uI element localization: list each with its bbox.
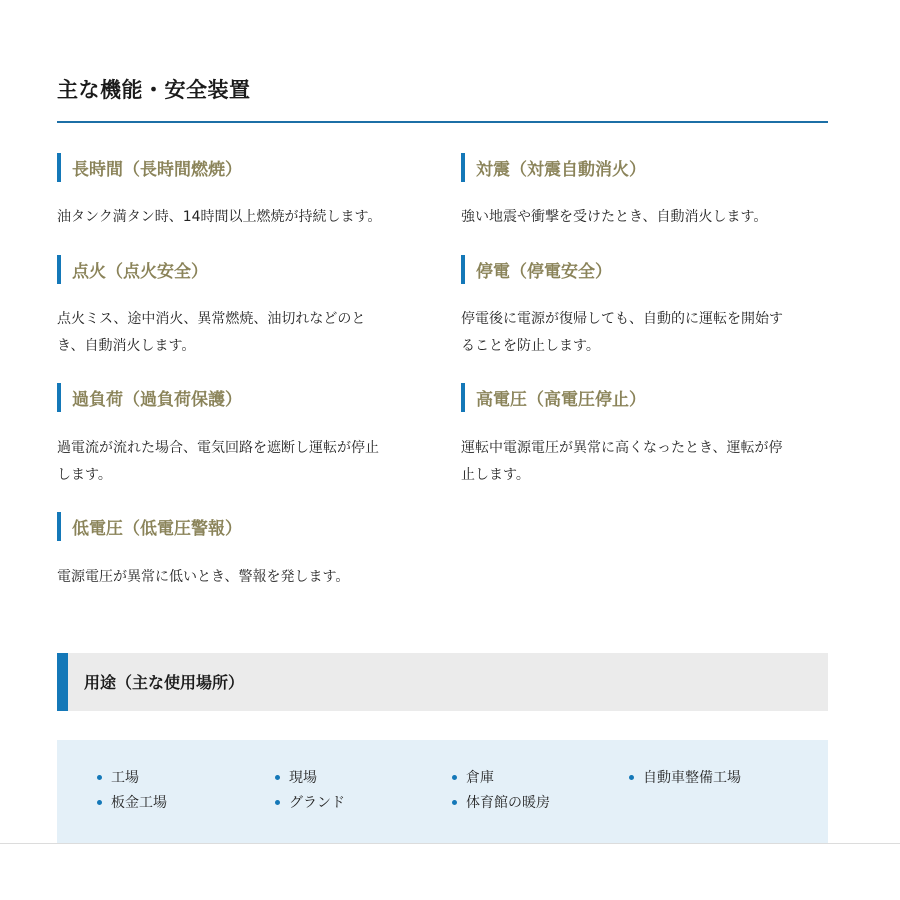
bullet-icon <box>97 775 102 780</box>
heading-accent-bar <box>57 512 61 541</box>
heading-accent-bar <box>57 383 61 412</box>
heading-accent-bar <box>57 153 61 182</box>
description-line: 止します。 <box>461 467 530 483</box>
feature-heading-ignition <box>57 254 208 284</box>
feature-heading-label: 高電圧（高電圧停止） <box>476 389 646 410</box>
feature-heading-high-voltage <box>461 382 646 412</box>
bullet-icon <box>629 775 634 780</box>
description-line: ることを防止します。 <box>461 338 600 354</box>
usage-section-header <box>57 653 828 711</box>
bottom-divider <box>0 843 900 844</box>
usage-item-label: 倉庫 <box>466 770 494 786</box>
feature-description-seismic: 強い地震や衝撃を受けたとき、自動消火します。 <box>461 209 768 225</box>
description-line: き、自動消火します。 <box>57 338 196 354</box>
feature-description-long-burn: 油タンク満タン時、14時間以上燃焼が持続します。 <box>57 209 382 225</box>
feature-description-high-voltage <box>461 435 831 489</box>
feature-heading-long-burn <box>57 152 242 182</box>
title-divider <box>57 121 828 123</box>
usage-list-item <box>629 767 741 787</box>
bullet-icon <box>97 800 102 805</box>
usage-header-accent-bar <box>57 653 68 711</box>
bullet-icon <box>452 775 457 780</box>
usage-list-item <box>275 792 345 812</box>
heading-accent-bar <box>57 255 61 284</box>
description-line: 停電後に電源が復帰しても、自動的に運転を開始す <box>461 311 783 327</box>
usage-item-label: 板金工場 <box>111 795 167 811</box>
heading-accent-bar <box>461 383 465 412</box>
feature-description-low-voltage: 電源電圧が異常に低いとき、警報を発します。 <box>57 569 350 585</box>
description-line: します。 <box>57 467 112 483</box>
bullet-icon <box>275 775 280 780</box>
usage-item-label: 自動車整備工場 <box>643 770 741 786</box>
description-line: 運転中電源電圧が異常に高くなったとき、運転が停 <box>461 440 783 456</box>
heading-accent-bar <box>461 255 465 284</box>
feature-heading-low-voltage <box>57 511 242 541</box>
usage-list-item <box>97 792 167 812</box>
feature-description-power-outage <box>461 306 831 360</box>
usage-list-item <box>452 767 494 787</box>
usage-section-title: 用途（主な使用場所） <box>84 673 245 692</box>
usage-item-label: 現場 <box>289 770 317 786</box>
feature-heading-label: 過負荷（過負荷保護） <box>72 389 242 410</box>
feature-heading-label: 低電圧（低電圧警報） <box>72 518 242 539</box>
feature-heading-label: 対震（対震自動消火） <box>476 159 646 180</box>
description-line: 点火ミス、途中消火、異常燃焼、油切れなどのと <box>57 311 366 327</box>
feature-heading-label: 停電（停電安全） <box>476 261 612 282</box>
usage-list <box>57 740 828 844</box>
feature-heading-seismic <box>461 152 646 182</box>
feature-heading-overload <box>57 382 242 412</box>
bullet-icon <box>452 800 457 805</box>
heading-accent-bar <box>461 153 465 182</box>
usage-item-label: 体育館の暖房 <box>466 795 550 811</box>
feature-heading-power-outage <box>461 254 612 284</box>
bullet-icon <box>275 800 280 805</box>
section-title: 主な機能・安全装置 <box>57 78 251 102</box>
feature-description-overload <box>57 435 427 489</box>
usage-list-item <box>452 792 550 812</box>
usage-item-label: グランド <box>289 795 345 811</box>
usage-item-label: 工場 <box>111 770 139 786</box>
usage-list-item <box>275 767 317 787</box>
description-line: 過電流が流れた場合、電気回路を遮断し運転が停止 <box>57 440 379 456</box>
feature-heading-label: 長時間（長時間燃焼） <box>72 159 242 180</box>
usage-list-item <box>97 767 139 787</box>
feature-description-ignition <box>57 306 427 360</box>
feature-heading-label: 点火（点火安全） <box>72 261 208 282</box>
